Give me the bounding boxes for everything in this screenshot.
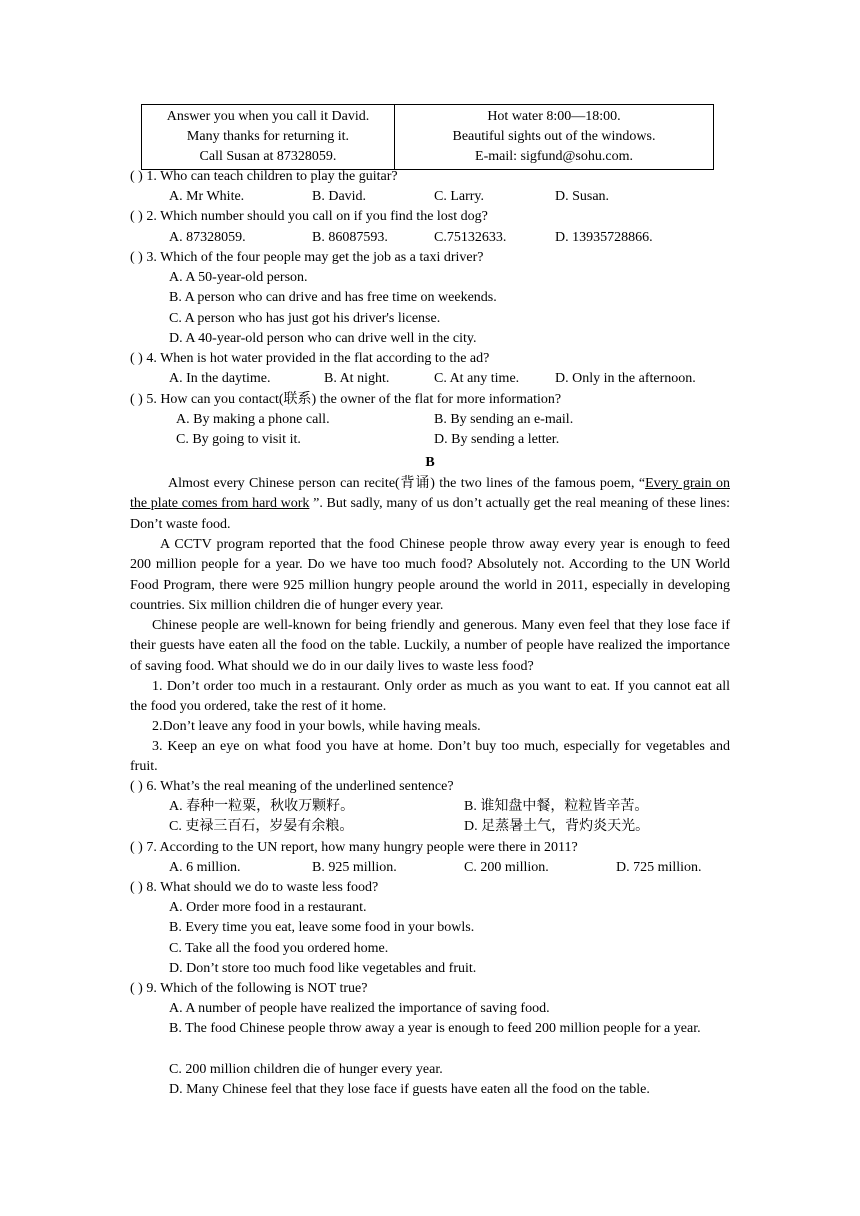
ad-cell-right (395, 105, 714, 170)
passage-paragraph-4: 1. Don’t order too much in a restaurant. Only order as much as you want to eat. If you cannot eat all the food you ordered, take the rest of it home. (130, 679, 730, 715)
q8-option-c: C. Take all the food you ordered home. (169, 941, 389, 956)
ad-left-line: Answer you when you call it David. (166, 109, 370, 124)
q3-option-d: D. A 40-year-old person who can drive well in the city. (169, 331, 477, 346)
q6-option-a: A. 春种一粒粟，秋收万颗籽。 (169, 799, 355, 814)
p1-text-end: ”. But sadly, many of us don’t actually get the real meaning of these lines: Don’t waste food. (130, 496, 730, 532)
q7-option-a: A. 6 million. (169, 860, 241, 875)
q3-option-c: C. A person who has just got his driver's license. (169, 311, 441, 326)
q4-option-d: D. Only in the afternoon. (555, 371, 696, 386)
q3-option-b: B. A person who can drive and has free time on weekends. (169, 290, 497, 305)
p1-text-start: Almost every Chinese person can recite(背诵) the two lines of the famous poem, “ (168, 476, 646, 491)
ad-left-line: Many thanks for returning it. (186, 129, 350, 144)
ad-right-line: E-mail: sigfund@sohu.com. (475, 149, 633, 164)
q8-option-b: B. Every time you eat, leave some food in your bowls. (169, 920, 475, 935)
q5-option-d: D. By sending a letter. (434, 432, 560, 447)
q8-option-a: A. Order more food in a restaurant. (169, 900, 367, 915)
question-9-stem: ( ) 9. Which of the following is NOT true? (130, 981, 368, 996)
q6-option-c: C. 吏禄三百石，岁晏有余粮。 (169, 819, 354, 834)
passage-paragraph-5: 2.Don’t leave any food in your bowls, while having meals. (152, 719, 481, 734)
passage-paragraph-2: A CCTV program reported that the food Chinese people throw away every year is enough to feed 200 million people for a year. Do we have too much food? Absolutely not. According to the UN World Food Program, there were 925 million hungry people around the world in 2011, especially in developing countries. Six million children die of hunger every year. (130, 537, 730, 613)
q2-option-b: B. 86087593. (312, 230, 388, 245)
q8-option-d: D. Don’t store too much food like vegetables and fruit. (169, 961, 477, 976)
q1-option-b: B. David. (312, 189, 367, 204)
q2-option-a: A. 87328059. (169, 230, 246, 245)
q7-option-b: B. 925 million. (312, 860, 397, 875)
q9-option-d: D. Many Chinese feel that they lose face if guests have eaten all the food on the table. (169, 1082, 650, 1097)
q4-option-c: C. At any time. (434, 371, 520, 386)
passage-paragraph-3: Chinese people are well-known for being friendly and generous. Many even feel that they lose face if their guests have eaten all the food on the table. Luckily, a number of people have realized the importance of saving food. What should we do in our daily lives to waste less food? (130, 618, 730, 674)
question-1-stem: ( ) 1. Who can teach children to play the guitar? (130, 169, 398, 184)
question-5-stem: ( ) 5. How can you contact(联系) the owner of the flat for more information? (130, 392, 562, 407)
question-2-stem: ( ) 2. Which number should you call on if you find the lost dog? (130, 209, 488, 224)
question-6-stem: ( ) 6. What’s the real meaning of the underlined sentence? (130, 779, 454, 794)
question-3-stem: ( ) 3. Which of the four people may get the job as a taxi driver? (130, 250, 484, 265)
question-7-stem: ( ) 7. According to the UN report, how many hungry people were there in 2011? (130, 840, 578, 855)
q1-option-c: C. Larry. (434, 189, 485, 204)
q2-option-d: D. 13935728866. (555, 230, 653, 245)
ad-left-line: Call Susan at 87328059. (199, 149, 337, 164)
q5-option-c: C. By going to visit it. (176, 432, 301, 447)
q7-option-d: D. 725 million. (616, 860, 702, 875)
ad-cell-left (142, 105, 395, 170)
q3-option-a: A. A 50-year-old person. (169, 270, 308, 285)
q1-option-a: A. Mr White. (169, 189, 245, 204)
underlined-sentence: Every grain on the plate comes from hard work (130, 476, 730, 512)
q5-option-a: A. By making a phone call. (176, 412, 330, 427)
q1-option-d: D. Susan. (555, 189, 610, 204)
question-8-stem: ( ) 8. What should we do to waste less food? (130, 880, 379, 895)
q7-option-c: C. 200 million. (464, 860, 549, 875)
q2-option-c: C.75132633. (434, 230, 507, 245)
q4-option-b: B. At night. (324, 371, 390, 386)
q6-option-d: D. 足蒸暑土气，背灼炎天光。 (464, 819, 650, 834)
q4-option-a: A. In the daytime. (169, 371, 271, 386)
ad-right-line: Hot water 8:00—18:00. (487, 109, 621, 124)
ad-table (141, 104, 714, 170)
passage-paragraph-1 (130, 474, 730, 535)
q9-option-c: C. 200 million children die of hunger every year. (169, 1062, 443, 1077)
passage-paragraph-6: 3. Keep an eye on what food you have at home. Don’t buy too much, especially for vegetables and fruit. (130, 739, 730, 775)
question-4-stem: ( ) 4. When is hot water provided in the flat according to the ad? (130, 351, 490, 366)
q9-option-a: A. A number of people have realized the importance of saving food. (169, 1001, 550, 1016)
q9-option-b: B. The food Chinese people throw away a year is enough to feed 200 million people for a year. (169, 1021, 701, 1036)
q5-option-b: B. By sending an e-mail. (434, 412, 574, 427)
section-heading: B (425, 455, 435, 470)
ad-right-line: Beautiful sights out of the windows. (452, 129, 656, 144)
q6-option-b: B. 谁知盘中餐，粒粒皆辛苦。 (464, 799, 649, 814)
